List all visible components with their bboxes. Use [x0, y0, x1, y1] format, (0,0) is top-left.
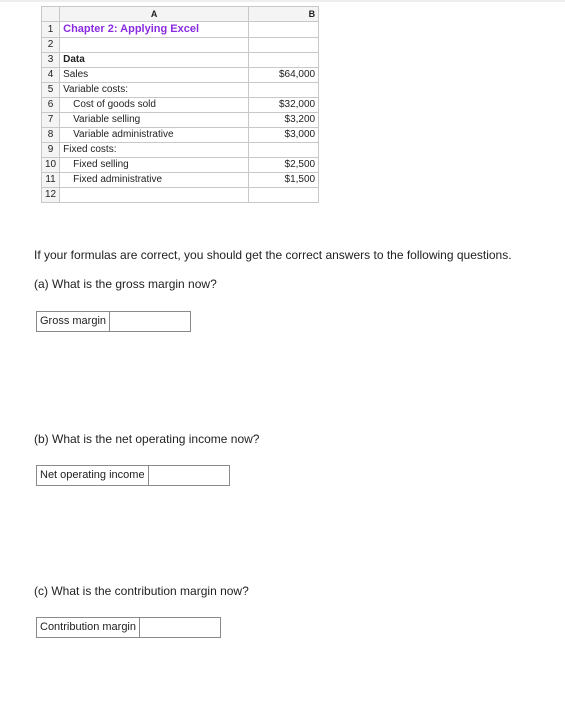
- spreadsheet: [41, 6, 319, 203]
- row-number: 6: [42, 98, 60, 113]
- row-number: 2: [42, 38, 60, 53]
- cell-a: [60, 22, 249, 38]
- table-row: [42, 98, 319, 113]
- question-c-text: (c) What is the contribution margin now?: [34, 584, 249, 598]
- question-b-text: (b) What is the net operating income now?: [34, 432, 260, 446]
- cell-b: $3,200: [249, 113, 319, 128]
- cell-a: [60, 128, 249, 143]
- cell-a: Sales: [60, 68, 249, 83]
- row-number: 5: [42, 83, 60, 98]
- row-number: 9: [42, 143, 60, 158]
- cell-a: [60, 173, 249, 188]
- contribution-margin-input[interactable]: [139, 617, 221, 638]
- cell-b: $2,500: [249, 158, 319, 173]
- table-row: [42, 38, 319, 53]
- sheet-title: Chapter 2: Applying Excel: [63, 23, 200, 35]
- row-number: 4: [42, 68, 60, 83]
- cell-a: Variable costs:: [60, 83, 249, 98]
- table-row: [42, 113, 319, 128]
- cell-b: $32,000: [249, 98, 319, 113]
- cell-a-text: Cost of goods sold: [73, 99, 156, 110]
- table-row: [42, 158, 319, 173]
- cell-a: [60, 113, 249, 128]
- contribution-margin-label: Contribution margin: [36, 617, 139, 638]
- column-header-a: A: [60, 7, 249, 22]
- cell-b: [249, 143, 319, 158]
- top-divider: [0, 0, 565, 2]
- table-row: [42, 83, 319, 98]
- cell-a: Fixed costs:: [60, 143, 249, 158]
- row-number: 10: [42, 158, 60, 173]
- table-row: [42, 128, 319, 143]
- row-number: 8: [42, 128, 60, 143]
- net-operating-income-input[interactable]: [148, 465, 230, 486]
- gross-margin-answer: [36, 311, 191, 332]
- cell-a: [60, 188, 249, 203]
- row-number: 1: [42, 22, 60, 38]
- gross-margin-label: Gross margin: [36, 311, 109, 332]
- cell-b: $1,500: [249, 173, 319, 188]
- cell-b: [249, 188, 319, 203]
- cell-b: [249, 83, 319, 98]
- question-a-text: (a) What is the gross margin now?: [34, 277, 217, 291]
- column-header-row: [42, 7, 319, 22]
- net-operating-income-label: Net operating income: [36, 465, 148, 486]
- corner-cell: [42, 7, 60, 22]
- column-header-b: B: [249, 7, 319, 22]
- table-row: [42, 22, 319, 38]
- gross-margin-input[interactable]: [109, 311, 191, 332]
- cell-b: [249, 38, 319, 53]
- contribution-margin-answer: [36, 617, 221, 638]
- cell-a: Data: [60, 53, 249, 68]
- row-number: 12: [42, 188, 60, 203]
- table-row: [42, 143, 319, 158]
- table-row: [42, 188, 319, 203]
- row-number: 3: [42, 53, 60, 68]
- table-row: [42, 53, 319, 68]
- cell-b: [249, 53, 319, 68]
- table-row: [42, 173, 319, 188]
- cell-a-text: Fixed selling: [73, 159, 129, 170]
- cell-b: $3,000: [249, 128, 319, 143]
- net-operating-income-answer: [36, 465, 230, 486]
- cell-a-text: Fixed administrative: [73, 174, 163, 185]
- cell-b: [249, 22, 319, 38]
- cell-a: [60, 98, 249, 113]
- row-number: 7: [42, 113, 60, 128]
- cell-a: [60, 38, 249, 53]
- cell-a: [60, 158, 249, 173]
- table-row: [42, 68, 319, 83]
- row-number: 11: [42, 173, 60, 188]
- cell-b: $64,000: [249, 68, 319, 83]
- intro-text: If your formulas are correct, you should get the correct answers to the following questions.: [34, 248, 512, 262]
- cell-a-text: Variable administrative: [73, 129, 174, 140]
- cell-a-text: Variable selling: [73, 114, 141, 125]
